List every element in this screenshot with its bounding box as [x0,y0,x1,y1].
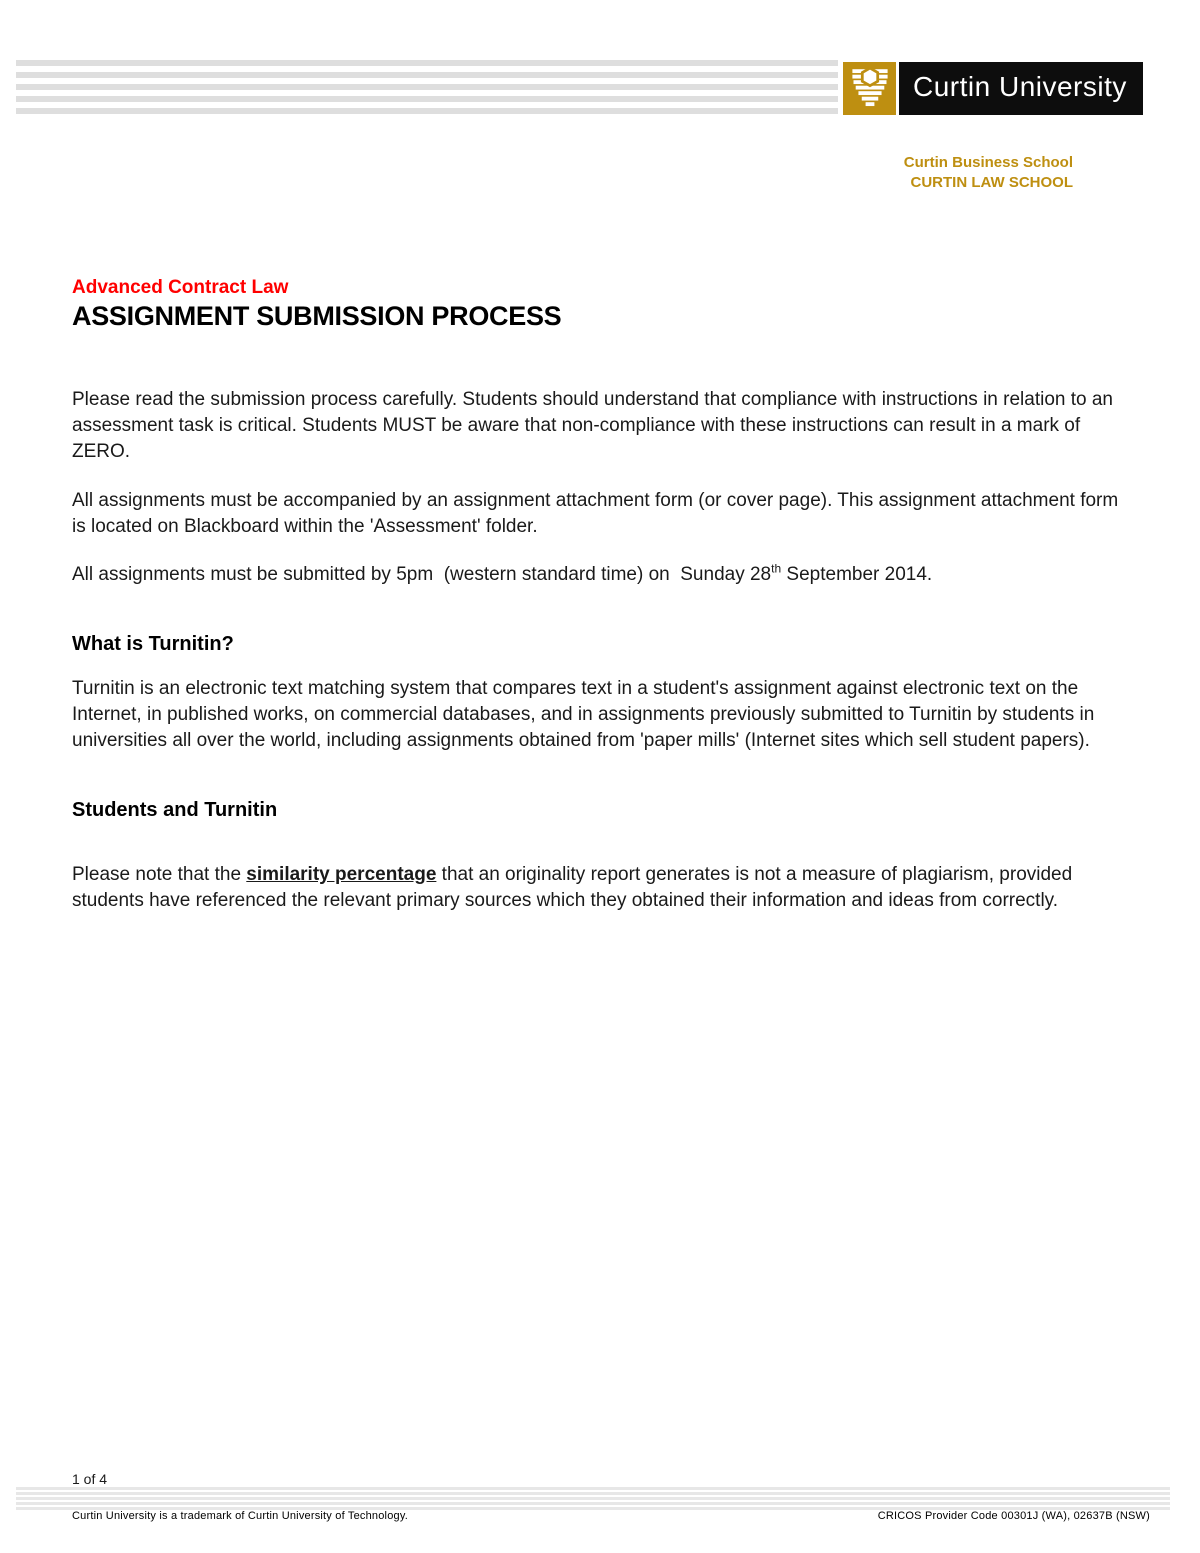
cricos-provider-code: CRICOS Provider Code 00301J (WA), 02637B (NSW) [877,1510,1150,1522]
header-stripe-band [16,60,838,114]
similarity-percentage-emphasis: similarity percentage [246,864,437,885]
similarity-text-end: that an originality report generates is not a measure of plagiarism, provided students have referenced the relevant primary sources which they obtained their information and ideas from correctly. [72,864,1073,911]
curtin-shield-icon [843,62,896,115]
stripe-line [16,108,838,114]
stripe-line [16,72,838,78]
stripe-line [16,84,838,90]
footer-stripe-band [16,1487,1170,1510]
curtin-logo-wordmark: Curtin University [899,62,1143,115]
section-heading-what-is-turnitin: What is Turnitin? [72,633,234,655]
paragraph-similarity-percentage [72,862,1128,914]
section-heading-students-and-turnitin: Students and Turnitin [72,799,278,821]
footer [72,1510,1150,1522]
course-title: Advanced Contract Law [72,277,289,298]
paragraph-turnitin-description: Turnitin is an electronic text matching system that compares text in a student's assignment against electronic text on the Internet, in published works, on commercial databases, and in assignments previously submitted to Turnitin by students in universities all over the world, including assignments obtained from 'paper mills' (Internet sites which sell student papers). [72,678,1095,751]
school-name-block [904,153,1073,193]
school-line-law: CURTIN LAW SCHOOL [910,174,1073,191]
deadline-text-end: September 2014. [781,564,933,585]
stripe-line [16,96,838,102]
stripe-line [16,1487,1170,1490]
paragraph-attachment-form: All assignments must be accompanied by an assignment attachment form (or cover page). This assignment attachment form is located on Blackboard within the 'Assessment' folder. [72,490,1119,537]
document-title: ASSIGNMENT SUBMISSION PROCESS [72,301,562,331]
document-body [72,277,1128,914]
stripe-line [16,1497,1170,1500]
stripe-line [16,1502,1170,1505]
similarity-text: Please note that the [72,864,247,885]
trademark-note: Curtin University is a trademark of Curtin University of Technology. [72,1510,408,1522]
paragraph-deadline [72,562,1128,588]
stripe-line [16,1492,1170,1495]
curtin-university-logo [843,62,1143,115]
deadline-text: All assignments must be submitted by 5pm (western standard time) on Sunday 28 [72,564,772,585]
page-number: 1 of 4 [72,1471,108,1487]
stripe-line [16,60,838,66]
school-line-business: Curtin Business School [903,154,1073,171]
paragraph-intro: Please read the submission process carefully. Students should understand that compliance with instructions in relation to an assessment task is critical. Students MUST be aware that non-compliance with these instructions can result in a mark of ZERO. [72,389,1114,462]
deadline-ordinal-superscript: th [771,561,782,576]
